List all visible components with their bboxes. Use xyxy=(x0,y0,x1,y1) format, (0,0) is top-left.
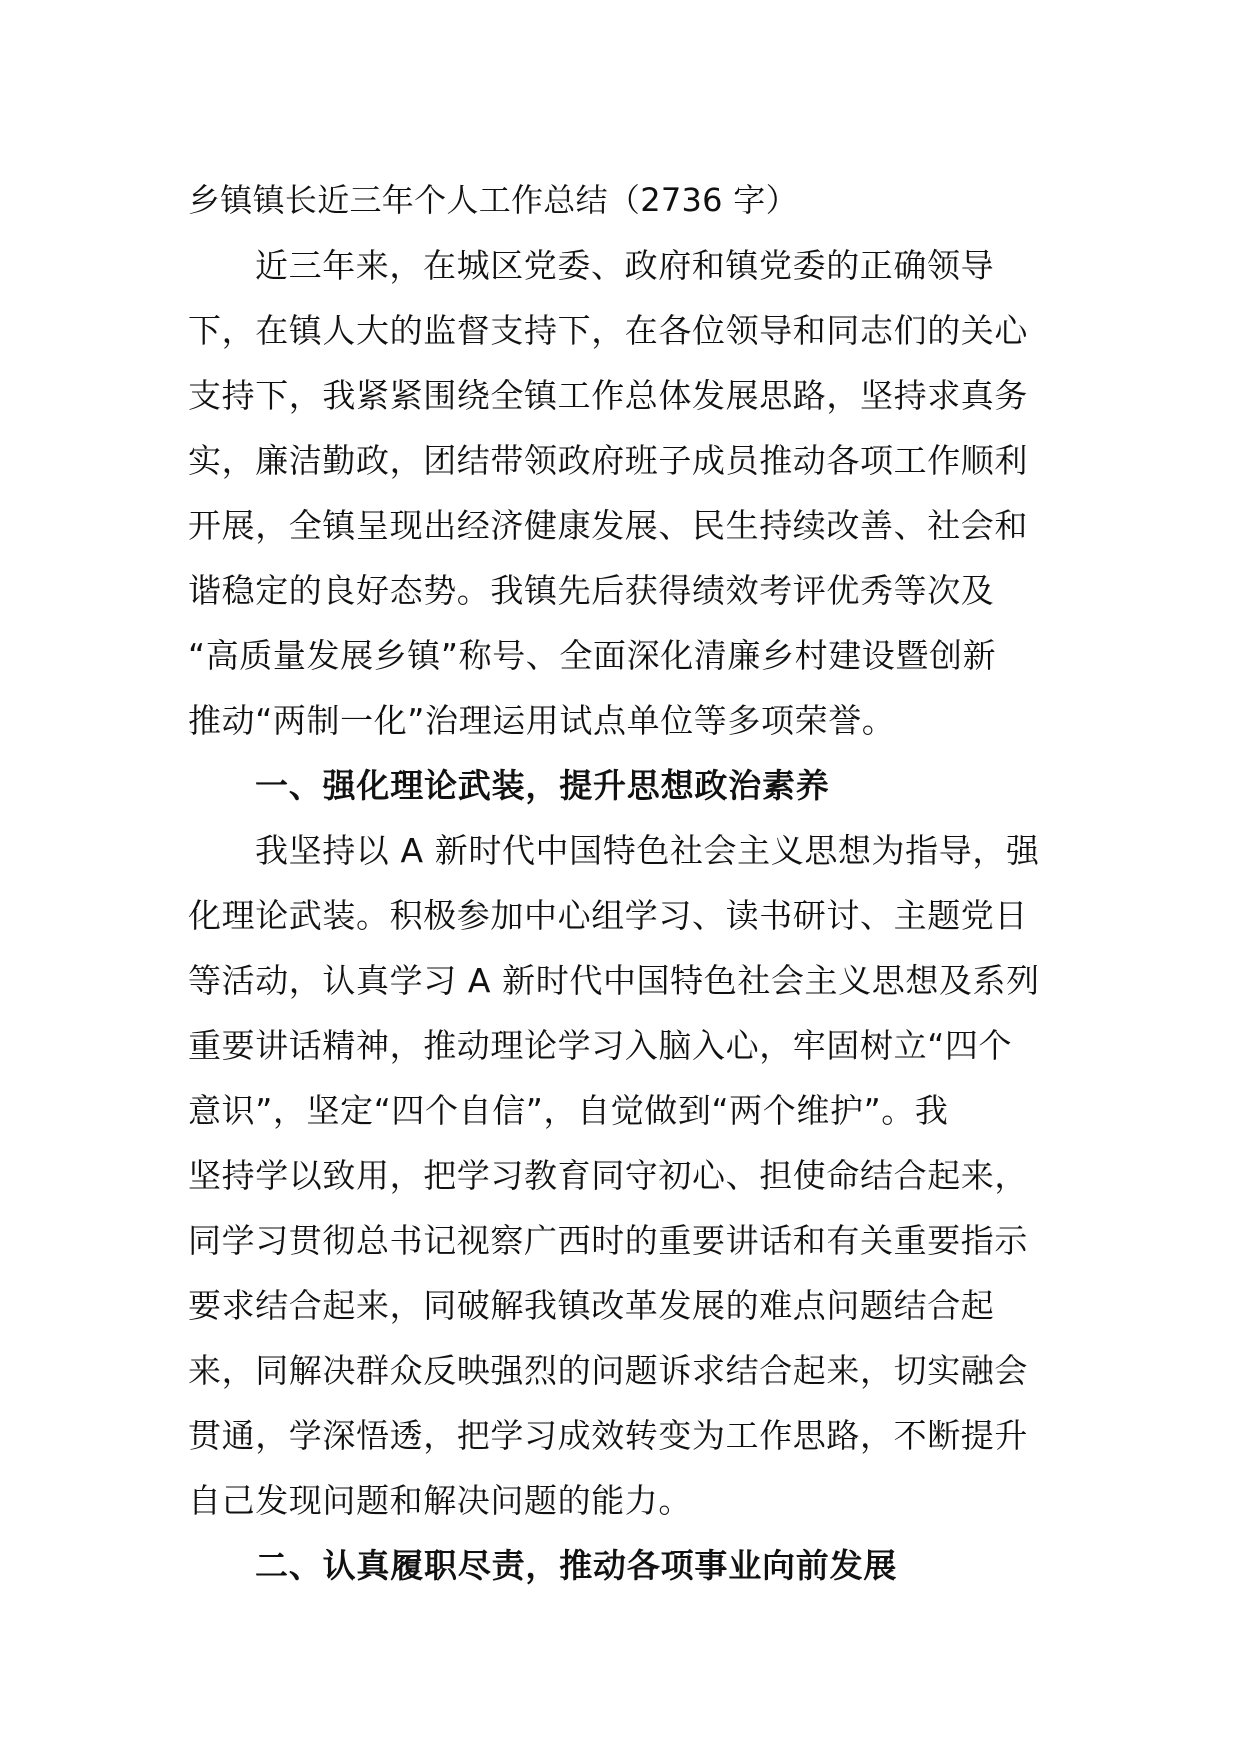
paragraph-2-line-8: 要求结合起来，同破解我镇改革发展的难点问题结合起 xyxy=(188,1286,995,1325)
paragraph-2-line-6: 坚持学以致用，把学习教育同守初心、担使命结合起来， xyxy=(188,1156,1028,1195)
paragraph-1-line-7: “高质量发展乡镇”称号、全面深化清廉乡村建设暨创新 xyxy=(188,636,997,675)
paragraph-2-line-1: 我坚持以 A 新时代中国特色社会主义思想为指导，强 xyxy=(255,831,1040,870)
section-heading-2: 二、认真履职尽责，推动各项事业向前发展 xyxy=(255,1546,898,1585)
paragraph-1-line-5: 开展，全镇呈现出经济健康发展、民生持续改善、社会和 xyxy=(188,506,1028,545)
paragraph-2-line-4: 重要讲话精神，推动理论学习入脑入心，牢固树立“四个 xyxy=(188,1026,1013,1065)
paragraph-1-line-8: 推动“两制一化”治理运用试点单位等多项荣誉。 xyxy=(188,701,896,740)
paragraph-1-line-2: 下，在镇人大的监督支持下，在各位领导和同志们的关心 xyxy=(188,311,1028,350)
paragraph-2-line-5: 意识”，坚定“四个自信”，自觉做到“两个维护”。我 xyxy=(188,1091,949,1130)
paragraph-2-line-7: 同学习贯彻总书记视察广西时的重要讲话和有关重要指示 xyxy=(188,1221,1028,1260)
paragraph-1-line-4: 实，廉洁勤政，团结带领政府班子成员推动各项工作顺利 xyxy=(188,441,1028,480)
paragraph-2-line-11: 自己发现问题和解决问题的能力。 xyxy=(188,1481,692,1520)
document-title: 乡镇镇长近三年个人工作总结（2736 字） xyxy=(188,181,798,219)
paragraph-1-line-3: 支持下，我紧紧围绕全镇工作总体发展思路，坚持求真务 xyxy=(188,376,1028,415)
paragraph-1-line-6: 谐稳定的良好态势。我镇先后获得绩效考评优秀等次及 xyxy=(188,571,995,610)
document-body xyxy=(188,168,1056,1598)
paragraph-2-line-10: 贯通，学深悟透，把学习成效转变为工作思路，不断提升 xyxy=(188,1416,1028,1455)
section-heading-1: 一、强化理论武装，提升思想政治素养 xyxy=(255,766,830,805)
paragraph-2-line-9: 来，同解决群众反映强烈的问题诉求结合起来，切实融会 xyxy=(188,1351,1028,1390)
paragraph-1-line-1: 近三年来，在城区党委、政府和镇党委的正确领导 xyxy=(255,246,995,285)
paragraph-2-line-2: 化理论武装。积极参加中心组学习、读书研讨、主题党日 xyxy=(188,896,1028,935)
paragraph-2-line-3: 等活动，认真学习 A 新时代中国特色社会主义思想及系列 xyxy=(188,961,1040,1000)
